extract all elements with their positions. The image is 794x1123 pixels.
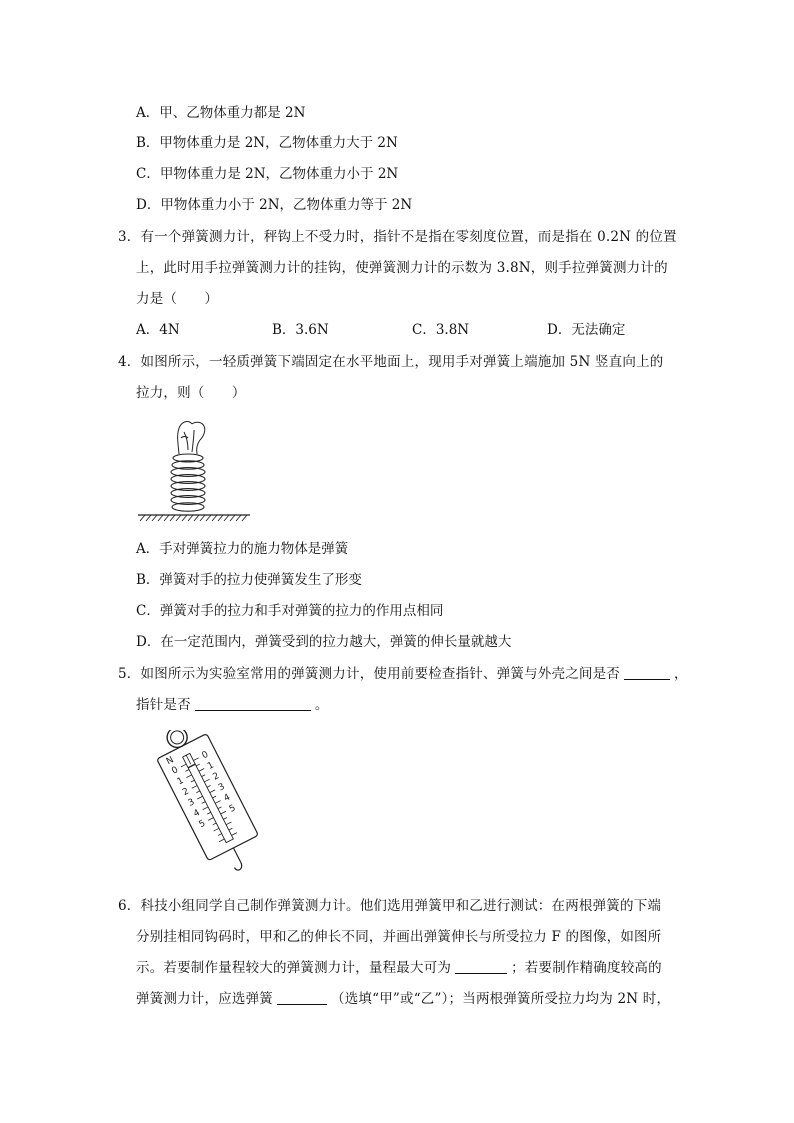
scale-number-left-2: 2 — [181, 786, 191, 799]
q5-stem-punct-1: ， — [674, 666, 688, 682]
q2-option-d: D．甲物体重力小于 2N，乙物体重力等于 2N — [136, 197, 413, 213]
q2-option-a: A．甲、乙物体重力都是 2N — [136, 105, 306, 121]
q2-option-c: C．甲物体重力是 2N，乙物体重力小于 2N — [136, 166, 399, 182]
spring-on-ground-figure — [134, 418, 254, 524]
scale-number-left-5: 5 — [197, 818, 208, 831]
scale-number-right-4: 4 — [222, 792, 233, 805]
scale-number-right-5: 5 — [227, 803, 238, 815]
q6-blank-1[interactable] — [455, 959, 507, 974]
scale-number-left-0: 0 — [170, 765, 180, 777]
q2-option-b: B．甲物体重力是 2N，乙物体重力大于 2N — [136, 135, 398, 151]
q6-stem-line-4 — [136, 989, 670, 1009]
scale-number-left-4: 4 — [192, 807, 202, 820]
q5-stem-punct-2: 。 — [314, 697, 329, 713]
q3-option-b: B．3.6N — [272, 322, 329, 338]
q3-option-c: C．3.8N — [412, 322, 470, 338]
q6-stem-text-4a: 弹簧测力计，应选弹簧 — [136, 991, 273, 1007]
q4-stem-line-1: 4．如图所示，一轻质弹簧下端固定在水平地面上，现用手对弹簧上端施加 5N 竖直向上的 — [118, 354, 664, 370]
q6-stem-text-3a: 示。若要制作量程较大的弹簧测力计，量程最大可为 — [136, 960, 452, 976]
q3-stem-line-1: 3．有一个弹簧测力计，秤钩上不受力时，指针不是指在零刻度位置，而是指在 0.2N 的位置 — [118, 229, 677, 245]
scale-number-right-3: 3 — [216, 781, 227, 794]
q4-stem-line-2: 拉力，则（ ） — [136, 385, 246, 401]
ground-hatching — [140, 515, 247, 521]
spring-scale-figure — [136, 730, 276, 876]
hand-illustration — [178, 422, 205, 454]
q5-blank-1[interactable] — [624, 665, 670, 680]
q5-blank-2[interactable] — [195, 696, 311, 711]
q6-stem-line-2: 分别挂相同钩码时，甲和乙的伸长不同，并画出弹簧伸长与所受拉力 F 的图像，如图所 — [136, 929, 662, 945]
q4-option-b: B．弹簧对手的拉力使弹簧发生了形变 — [136, 572, 362, 588]
q5-stem-text-1: 5．如图所示为实验室常用的弹簧测力计，使用前要检查指针、弹簧与外壳之间是否 — [118, 666, 620, 682]
q5-stem-line-2 — [136, 695, 329, 715]
q5-stem-text-2: 指针是否 — [136, 697, 191, 713]
scale-unit-label: N — [164, 755, 176, 768]
scale-number-right-0: 0 — [200, 749, 211, 762]
q6-stem-text-4b: （选填“甲”或“乙”）；当两根弹簧所受拉力均为 2N 时， — [331, 991, 671, 1007]
spring-coils — [171, 454, 205, 511]
q6-stem-line-3 — [136, 958, 662, 978]
q3-stem-line-3: 力是（ ） — [136, 291, 219, 307]
q4-option-a: A．手对弹簧拉力的施力物体是弹簧 — [136, 541, 349, 557]
q3-option-d: D．无法确定 — [547, 322, 626, 338]
q4-option-c: C．弹簧对手的拉力和手对弹簧的拉力的作用点相同 — [136, 603, 444, 619]
q4-option-d: D．在一定范围内，弹簧受到的拉力越大，弹簧的伸长量就越大 — [136, 634, 512, 650]
q3-stem-line-2: 上，此时用手拉弹簧测力计的挂钩，使弹簧测力计的示数为 3.8N，则手拉弹簧测力计的 — [136, 260, 668, 276]
q5-stem-line-1 — [118, 664, 688, 684]
scale-casing — [157, 734, 259, 861]
scale-hook — [234, 862, 244, 871]
q6-stem-text-3b: ；若要制作精确度较高的 — [511, 960, 662, 976]
scale-number-right-2: 2 — [211, 771, 222, 783]
q6-blank-2[interactable] — [277, 990, 327, 1005]
q6-stem-line-1: 6．科技小组同学自己制作弹簧测力计。他们选用弹簧甲和乙进行测试：在两根弹簧的下端 — [118, 898, 662, 914]
scale-number-left-3: 3 — [186, 797, 197, 809]
scale-number-right-1: 1 — [206, 760, 216, 772]
scale-number-left-1: 1 — [175, 775, 186, 788]
scale-bottom-rod — [233, 848, 240, 862]
q3-option-a: A．4N — [136, 322, 180, 338]
